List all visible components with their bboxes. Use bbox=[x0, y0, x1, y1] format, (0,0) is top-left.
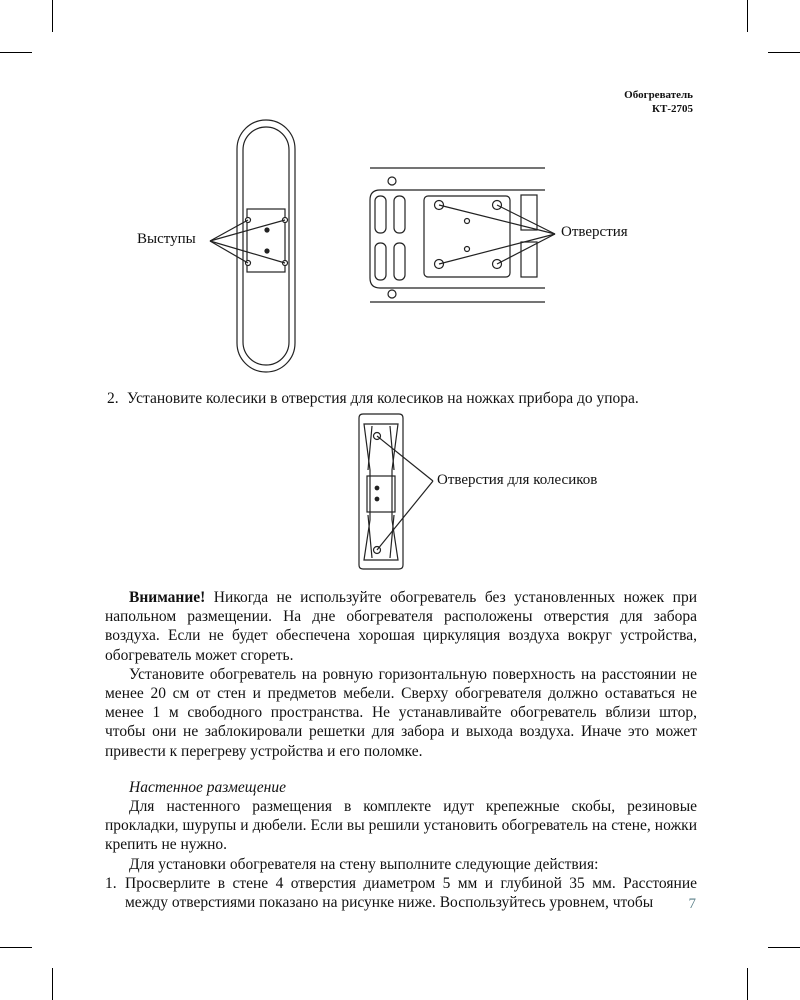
label-protrusions: Выступы bbox=[137, 231, 196, 247]
main-text bbox=[105, 588, 697, 912]
paragraph-wall-kit: Для настенного размещения в комплекте идут крепежные скобы, резиновые прокладки, шурупы и дюбели. Если вы решили установить обогреватель на стене, ножки крепить не нужно. bbox=[105, 798, 697, 854]
heater-back-drawing bbox=[370, 168, 555, 302]
foot-wheel-holes-drawing bbox=[359, 414, 433, 569]
label-holes: Отверстия bbox=[561, 224, 628, 240]
paragraph-placement: Установите обогреватель на ровную горизонтальную поверхность на расстоянии не менее 20 см от стен и предметов мебели. Сверху обогревателя должно оставаться не менее 1 м свободного пространства. Не устанавливайте обогреватель вблизи штор, чтобы они не заблокировали решетки для забора и выхода воздуха. Иначе это может привести к перегреву устройства и его поломке. bbox=[105, 665, 697, 760]
list-text: Просверлите в стене 4 отверстия диаметром 5 мм и глубиной 35 мм. Расстояние между отверстиями показано на рисунке ниже. Воспользуйтесь уровнем, чтобы bbox=[125, 874, 697, 912]
foot-protrusions-drawing bbox=[210, 120, 295, 372]
list-number: 1. bbox=[105, 874, 117, 892]
step-text: Установите колесики в отверстия для колесиков на ножках прибора до упора. bbox=[127, 390, 639, 407]
warning-paragraph bbox=[105, 588, 697, 665]
subheading-wall-mount: Настенное размещение bbox=[129, 778, 286, 796]
header-title: Обогреватель bbox=[624, 89, 693, 101]
header-model: КТ-2705 bbox=[652, 103, 693, 115]
warning-label: Внимание! bbox=[129, 589, 206, 606]
list-item-1 bbox=[105, 874, 697, 912]
step-2 bbox=[107, 389, 697, 408]
step-number: 2. bbox=[107, 390, 119, 407]
paragraph-steps-intro: Для установки обогревателя на стену выполните следующие действия: bbox=[129, 855, 599, 873]
label-wheel-holes: Отверстия для колесиков bbox=[437, 472, 598, 488]
page-number: 7 bbox=[688, 896, 696, 912]
warning-text: Никогда не используйте обогреватель без установленных ножек при напольном размещении. На дне обогревателя расположены отверстия для забора воздуха. Если не будет обеспечена хорошая циркуляция воздуха вокруг устройства, обогреватель может сгореть. bbox=[105, 589, 697, 664]
